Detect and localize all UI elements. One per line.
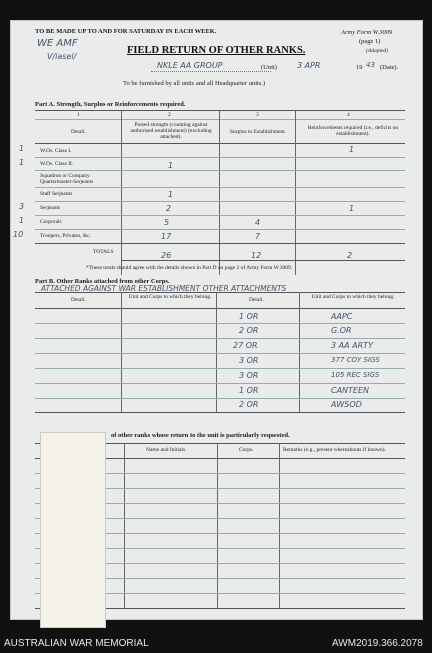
row-margin-tally: 1 xyxy=(19,144,25,153)
adapted-label: (Adapted) xyxy=(366,48,388,54)
col-header-posted: Posted strength (counting against authorised establishment) (excluding attached). xyxy=(130,122,212,140)
part-b-overwrite-note: ATTACHED AGAINST WAR ESTABLISHMENT OTHER ATTACHMENTS xyxy=(41,284,287,293)
row-reinforcements: 1 xyxy=(349,204,355,213)
row-margin-tally: 3 xyxy=(19,202,25,211)
row-detail: Squadron or Company Quartermaster-Serjeants xyxy=(40,173,94,185)
row-posted: 2 xyxy=(166,204,172,213)
part-b-unit: G.OR xyxy=(331,326,352,335)
part-b-detail: 3 OR xyxy=(239,356,259,365)
row-margin-tally: 1 xyxy=(19,216,25,225)
col-number-3: 3 xyxy=(256,112,259,118)
part-b-detail: 27 OR xyxy=(233,341,258,350)
row-detail: W.Os. Class I. xyxy=(40,148,72,154)
total-posted: 26 xyxy=(161,251,172,260)
row-posted: 5 xyxy=(164,218,170,227)
unit-label: (Unit) xyxy=(261,64,277,71)
col-header-detail: Detail. xyxy=(71,129,86,135)
part-c-col-name: Name and Initials. xyxy=(146,447,187,453)
part-b-detail: 1 OR xyxy=(239,386,259,395)
form-title: FIELD RETURN OF OTHER RANKS. xyxy=(127,45,306,56)
row-surplus: 4 xyxy=(255,218,261,227)
row-margin-tally: 1 xyxy=(19,158,25,167)
col-header-reinforcements: Reinforcements required (i.e., deficits on establishment). xyxy=(307,125,399,137)
col-number-2: 2 xyxy=(168,112,171,118)
part-b-detail: 2 OR xyxy=(239,326,259,335)
date-label: (Date). xyxy=(380,64,399,71)
totals-footnote: *These totals should agree with the details shown in Part D on page 2 of Army Form W.3009. xyxy=(86,265,293,271)
part-b-detail: 3 OR xyxy=(239,371,259,380)
margin-note-2: V/iasel/ xyxy=(47,52,77,61)
part-c-col-corps: Corps. xyxy=(239,447,254,453)
part-b-unit: 377 COY SIGS xyxy=(331,356,380,364)
year-prefix: 19 xyxy=(356,64,363,71)
row-margin-tally: 10 xyxy=(13,230,24,239)
part-b-detail: 1 OR xyxy=(239,312,259,321)
furnished-note: To be furnished by all units and all Headquarter units.) xyxy=(123,80,266,87)
part-b-col-unit-right: Unit and Corps to which they belong. xyxy=(311,294,395,300)
part-b-heading: Part B. Other Ranks attached from other Corps. xyxy=(35,278,170,285)
attached-paper-slip xyxy=(40,432,106,628)
part-b-unit: AAPC xyxy=(331,312,353,321)
part-b-detail: 2 OR xyxy=(239,400,259,409)
row-detail: Serjeants xyxy=(40,205,61,211)
col-header-surplus: Surplus to Establishment. xyxy=(229,129,287,135)
row-reinforcements: 1 xyxy=(349,145,355,154)
part-b-unit: 3 AA ARTY xyxy=(331,341,373,350)
top-instruction: TO BE MADE UP TO AND FOR SATURDAY IN EACH WEEK. xyxy=(35,28,217,35)
part-c-col-remarks: Remarks (e.g., present whereabouts if known). xyxy=(283,447,386,453)
part-b-col-detail-right: Detail. xyxy=(249,297,264,303)
totals-label: TOTALS xyxy=(93,249,114,255)
row-posted: 17 xyxy=(161,232,172,241)
unit-value: NKLE AA GROUP xyxy=(157,61,223,70)
part-b-col-detail-left: Detail. xyxy=(71,297,86,303)
part-b-unit: AWSOD xyxy=(331,400,362,409)
part-b-unit: 105 REC SIGS xyxy=(331,371,380,379)
part-b-col-unit-left: Unit and Corps to which they belong. xyxy=(128,294,212,300)
margin-note-1: WE AMF xyxy=(37,38,78,49)
part-a-heading: Part A. Strength, Surplus or Reinforcements required. xyxy=(35,101,186,108)
row-detail: Troopers, Privates, &c. xyxy=(40,233,91,239)
total-reinforcements: 2 xyxy=(347,251,353,260)
row-detail: Corporals xyxy=(40,219,62,225)
row-detail: W.Os. Class II. xyxy=(40,161,74,167)
army-form-number: Army Form W.3009 xyxy=(341,29,393,36)
part-b-unit: CANTEEN xyxy=(331,386,370,395)
year-value: 43 xyxy=(366,61,375,69)
total-surplus: 12 xyxy=(251,251,262,260)
part-c-heading: of other ranks whose return to the unit is particularly requested. xyxy=(111,432,290,439)
row-surplus: 7 xyxy=(255,232,261,241)
row-posted: 1 xyxy=(168,190,174,199)
col-number-1: 1 xyxy=(77,112,80,118)
date-value: 3 APR xyxy=(297,61,321,70)
row-detail: Staff Serjeants xyxy=(40,191,73,197)
row-posted: 1 xyxy=(168,161,174,170)
page-label: (page 1) xyxy=(359,38,381,45)
footer-accession-number: AWM2019.366.2078 xyxy=(332,638,423,649)
col-number-4: 4 xyxy=(347,112,350,118)
footer-credit: AUSTRALIAN WAR MEMORIAL xyxy=(4,638,149,649)
